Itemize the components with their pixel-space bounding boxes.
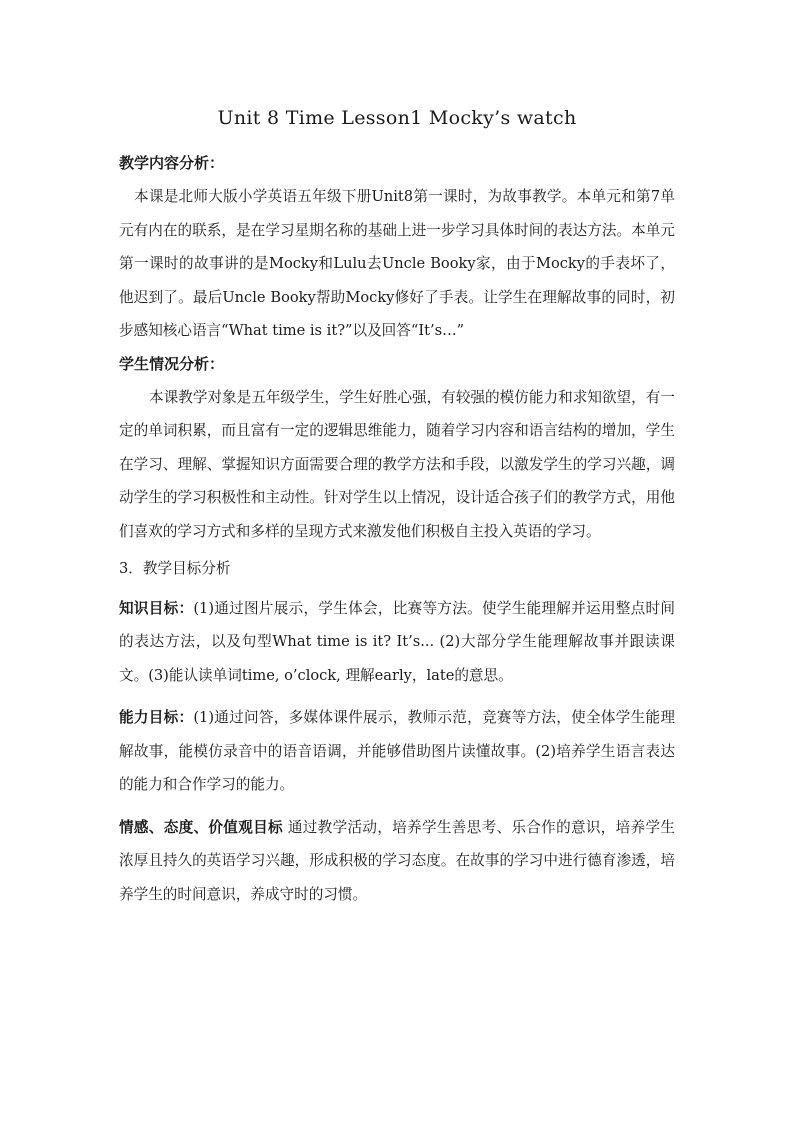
emotion-objective-text: 通过教学活动，培养学生善思考、乐合作的意识，培养学生浓厚且持久的英语学习兴趣，形成积极的学习态度。在故事的学习中进行德育渗透，培养学生的时间意识，养成守时的习惯。: [119, 818, 675, 903]
knowledge-objective-text: (1)通过图片展示，学生体会，比赛等方法。使学生能理解并运用整点时间的表达方法，以及句型What time is it? It’s... (2)大部分学生能理解故事并跟读课文。(3)能认读单词time, o’clock, 理解early，late的意思。: [119, 599, 675, 684]
emotion-objective-label: 情感、态度、价值观目标: [119, 818, 283, 836]
knowledge-objective-label: 知识目标：: [119, 599, 194, 617]
student-analysis-section: [119, 348, 675, 549]
student-analysis-text: 本课教学对象是五年级学生，学生好胜心强，有较强的模仿能力和求知欲望，有一定的单词积累，而且富有一定的逻辑思维能力，随着学习内容和语言结构的增加，学生在学习、理解、掌握知识方面需要合理的教学方法和手段，以激发学生的学习兴趣，调动学生的学习积极性和主动性。针对学生以上情况，设计适合孩子们的教学方式，用他们喜欢的学习方式和多样的呈现方式来激发他们积极自主投入英语的学习。: [119, 388, 675, 540]
content-analysis-text: 本课是北师大版小学英语五年级下册Unit8第一课时，为故事教学。本单元和第7单元有内在的联系，是在学习星期名称的基础上进一步学习具体时间的表达方法。本单元第一课时的故事讲的是Mocky和Lulu去Uncle Booky家，由于Mocky的手表坏了，他迟到了。最后Uncle Booky帮助Mocky修好了手表。让学生在理解故事的同时，初步感知核心语言“What time is it?”以及回答“It’s…”: [119, 188, 675, 339]
objectives-section: [119, 552, 675, 911]
objectives-heading: 3．教学目标分析: [119, 560, 231, 577]
ability-objective-text: (1)通过问答，多媒体课件展示，教师示范，竞赛等方法，使全体学生能理解故事，能模仿录音中的语音语调，并能够借助图片读懂故事。(2)培养学生语言表达的能力和合作学习的能力。: [119, 709, 675, 793]
ability-objective: [119, 701, 675, 802]
content-analysis-section: [119, 147, 675, 348]
knowledge-objective: [119, 592, 675, 693]
student-analysis-heading: 学生情况分析：: [119, 354, 225, 373]
content-analysis-heading: 教学内容分析：: [119, 154, 225, 172]
document-body: [119, 105, 675, 911]
emotion-objective: [119, 811, 675, 912]
ability-objective-label: 能力目标：: [119, 709, 194, 726]
document-title: Unit 8 Time Lesson1 Mocky’s watch: [217, 107, 577, 129]
